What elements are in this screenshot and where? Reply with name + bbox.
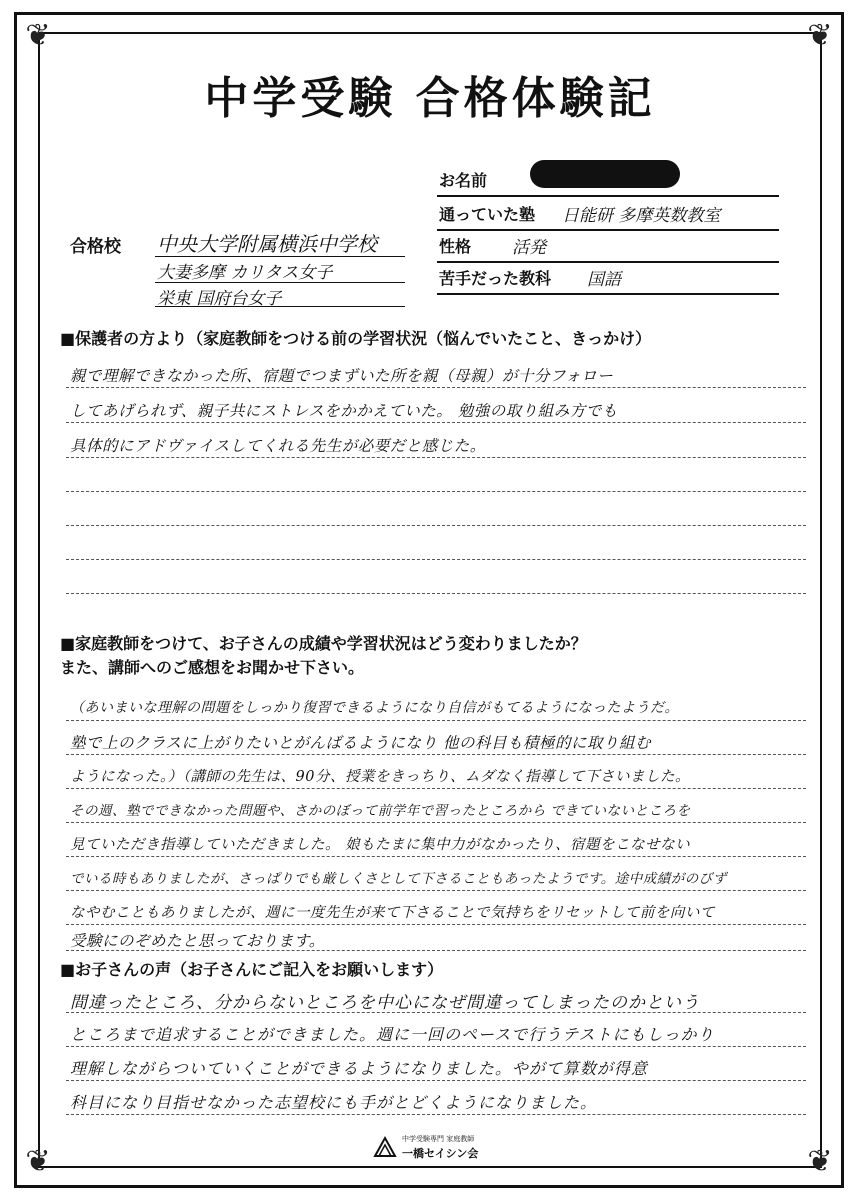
section3-line: ところまで追求することができました。週に一回のペースで行うテストにもしっかり: [70, 1025, 715, 1044]
section3-heading: ■お子さんの声（お子さんにご記入をお願いします）: [60, 960, 444, 979]
ornament-bottom-left-icon: ❦: [25, 1144, 51, 1179]
ruled-line: [66, 1080, 806, 1081]
page-title: 中学受験 合格体験記: [204, 73, 656, 124]
juku-label: 通っていた塾: [439, 205, 536, 224]
personality-value: 活発: [512, 238, 546, 258]
footer-logo: [372, 1132, 512, 1162]
section1-line: 親で理解できなかった所、宿題でつまずいた所を親（母親）が十分フォロー: [70, 367, 614, 385]
logo-mark-icon: [372, 1134, 398, 1160]
ruled-line: [66, 890, 806, 891]
ruled-line: [66, 457, 806, 458]
weak-subject-value: 国語: [587, 270, 621, 290]
juku-value: 日能研 多摩英数教室: [562, 206, 721, 226]
section2-line: 塾で上のクラスに上がりたいとがんばるようになり 他の科目も積極的に取り組む: [70, 734, 651, 752]
ruled-line: [66, 822, 806, 823]
ruled-line: [66, 559, 806, 560]
ornament-top-right-icon: ❦: [807, 18, 833, 53]
school-line-1: 中央大学附属横浜中学校: [157, 232, 377, 256]
section2-line: その週、塾でできなかった問題や、さかのぼって前学年で習ったところから できていないところを: [70, 803, 691, 819]
ornament-bottom-right-icon: ❦: [807, 1144, 833, 1179]
ornament-top-left-icon: ❦: [25, 18, 51, 53]
section2-line: 受験にのぞめたと思っております。: [70, 932, 325, 950]
ruled-line: [66, 856, 806, 857]
redacted-name: [530, 160, 680, 188]
section1-heading: ■保護者の方より（家庭教師をつける前の学習状況（悩んでいたこと、きっかけ）: [60, 329, 652, 348]
ruled-line: [66, 525, 806, 526]
section2-line: （あいまいな理解の問題をしっかり復習できるようになり自信がもてるようになったようだ。: [70, 700, 679, 716]
section1-line: 具体的にアドヴァイスしてくれる先生が必要だと感じた。: [70, 437, 486, 455]
ruled-line: [66, 491, 806, 492]
section2-line: なやむこともありましたが、週に一度先生が来て下さることで気持ちをリセットして前を向いて: [70, 905, 715, 921]
school-label: 合格校: [70, 237, 121, 257]
section2-line: ようになった。）（講師の先生は、90分、授業をきっちり、ムダなく指導して下さいました。: [70, 769, 690, 785]
weak-subject-row: [437, 263, 779, 295]
ruled-line: [66, 754, 806, 755]
name-label: お名前: [439, 171, 488, 190]
school-underline-2: [155, 282, 405, 283]
school-line-2: 大妻多摩 カリタス女子: [157, 263, 333, 283]
ruled-line: [66, 593, 806, 594]
ruled-line: [66, 1114, 806, 1115]
footer-tagline: 中学受験専門 家庭教師: [402, 1135, 475, 1143]
section2-heading: ■家庭教師をつけて、お子さんの成績や学習状況はどう変わりましたか？: [60, 634, 587, 653]
section1-line: してあげられず、親子共にストレスをかかえていた。 勉強の取り組み方でも: [70, 402, 618, 420]
ruled-line: [66, 924, 806, 925]
section2-line: でいる時もありましたが、さっぱりでも厳しくさとして下さることもあったようです。途中成績がのびず: [70, 871, 727, 887]
personality-label: 性格: [439, 237, 472, 256]
school-underline-3: [155, 306, 405, 307]
section3-line: 間違ったところ、分からないところを中心になぜ間違ってしまったのかという: [70, 993, 700, 1013]
ruled-line: [66, 1046, 806, 1047]
section3-line: 科目になり目指せなかった志望校にも手がとどくようになりました。: [70, 1093, 598, 1112]
section3-line: 理解しながらついていくことができるようになりました。やがて算数が得意: [70, 1059, 648, 1078]
ruled-line: [66, 422, 806, 423]
ruled-line: [66, 387, 806, 388]
school-line-3: 栄東 国府台女子: [157, 289, 282, 309]
weak-subject-label: 苦手だった教科: [439, 269, 552, 288]
ruled-line: [66, 720, 806, 721]
section2-subheading: また、講師へのご感想をお聞かせ下さい。: [60, 658, 365, 677]
juku-row: [437, 199, 779, 231]
personality-row: [437, 231, 779, 263]
school-underline-1: [155, 256, 405, 257]
section2-line: 見ていただき指導していただきました。 娘もたまに集中力がなかったり、宿題をこなせない: [70, 837, 691, 853]
ruled-line: [66, 788, 806, 789]
footer-company: 一橋セイシン会: [402, 1147, 479, 1160]
